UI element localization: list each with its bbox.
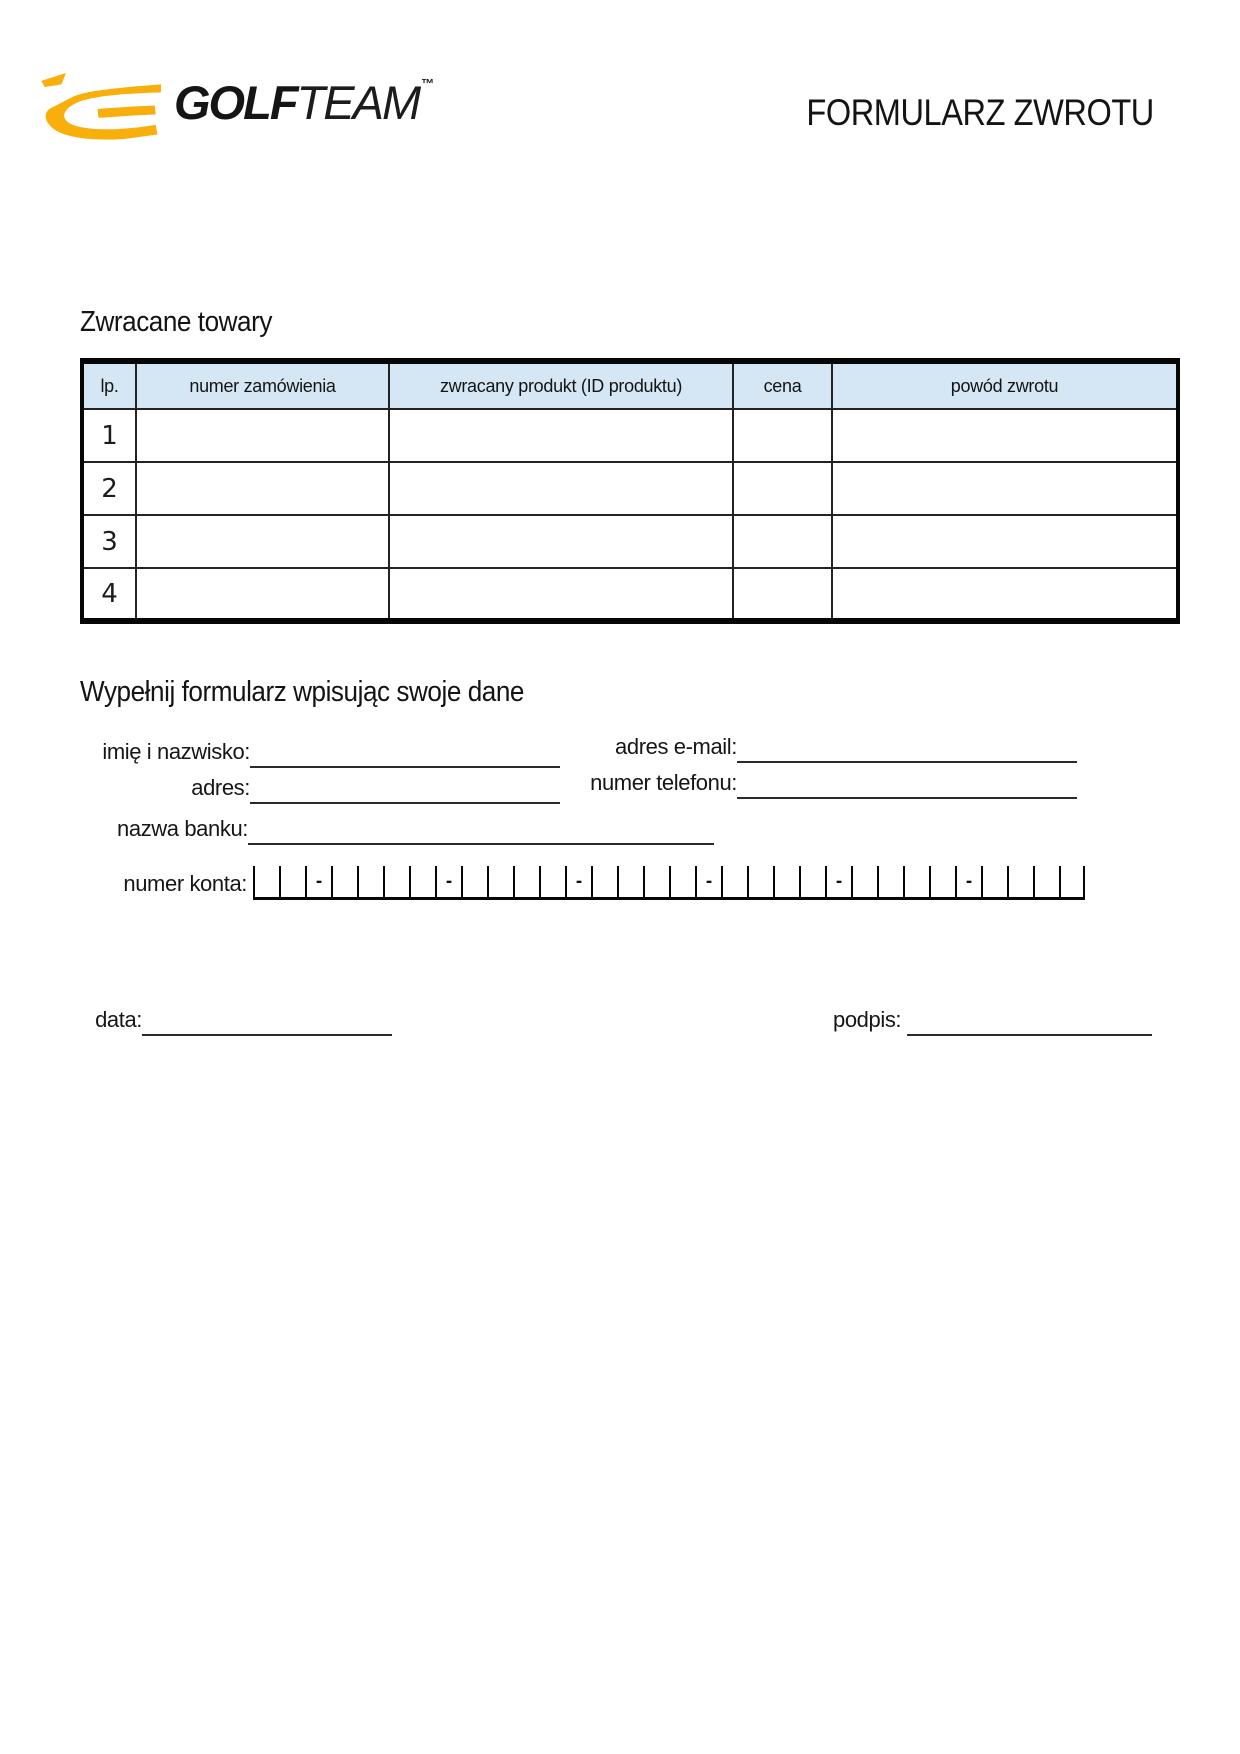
signature-input-line[interactable] <box>907 1004 1152 1036</box>
account-digit-cell[interactable] <box>461 866 487 897</box>
account-digit-cell[interactable] <box>1059 866 1085 897</box>
address-label: adres: <box>191 775 250 800</box>
fill-form-heading: Wypełnij formularz wpisując swoje dane <box>80 676 524 708</box>
account-group-separator: - <box>565 866 591 897</box>
account-group-separator: - <box>435 866 461 897</box>
name-label: imię i nazwisko: <box>102 739 250 764</box>
table-row <box>82 568 1178 621</box>
account-digit-cell[interactable] <box>773 866 799 897</box>
signature-label: podpis: <box>833 1007 902 1032</box>
trademark-symbol: ™ <box>421 75 435 91</box>
account-group-separator: - <box>825 866 851 897</box>
account-digit-cell[interactable] <box>591 866 617 897</box>
account-digit-cell[interactable] <box>409 866 435 897</box>
date-label: data: <box>95 1007 142 1032</box>
account-digit-cell[interactable] <box>851 866 877 897</box>
table-row <box>82 409 1178 462</box>
col-header-return-reason: powód zwrotu <box>832 361 1178 409</box>
returned-goods-heading: Zwracane towary <box>80 306 272 338</box>
account-group-separator: - <box>955 866 981 897</box>
brand-team: TEAM <box>296 75 420 129</box>
logo <box>36 56 434 148</box>
cell-return-reason[interactable] <box>832 409 1178 462</box>
account-digit-cell[interactable] <box>1033 866 1059 897</box>
email-input-line[interactable] <box>737 731 1077 763</box>
cell-order-number[interactable] <box>136 515 389 568</box>
row-number: 3 <box>82 515 136 568</box>
phone-input-line[interactable] <box>737 767 1077 799</box>
page-title: FORMULARZ ZWROTU <box>806 92 1154 133</box>
account-digit-cell[interactable] <box>981 866 1007 897</box>
bank-name-label: nazwa banku: <box>117 816 248 841</box>
cell-price[interactable] <box>733 515 832 568</box>
cell-return-reason[interactable] <box>832 515 1178 568</box>
name-field-row <box>80 736 560 768</box>
row-number: 4 <box>82 568 136 621</box>
account-group-separator: - <box>695 866 721 897</box>
account-digit-cell[interactable] <box>929 866 955 897</box>
account-field-row <box>80 866 1085 900</box>
returned-goods-table <box>80 358 1180 624</box>
brand-wordmark <box>174 75 434 130</box>
table-row <box>82 515 1178 568</box>
account-digit-cell[interactable] <box>331 866 357 897</box>
account-group-separator: - <box>305 866 331 897</box>
col-header-order-number: numer zamówienia <box>136 361 389 409</box>
bank-name-input-line[interactable] <box>248 813 714 845</box>
account-digit-cell[interactable] <box>747 866 773 897</box>
cell-returned-product[interactable] <box>389 568 733 621</box>
account-digit-cell[interactable] <box>513 866 539 897</box>
cell-return-reason[interactable] <box>832 568 1178 621</box>
account-number-label: numer konta: <box>123 871 247 896</box>
date-field-row <box>80 1004 392 1036</box>
cell-returned-product[interactable] <box>389 515 733 568</box>
row-number: 1 <box>82 409 136 462</box>
cell-return-reason[interactable] <box>832 462 1178 515</box>
col-header-price: cena <box>733 361 832 409</box>
email-label: adres e-mail: <box>615 734 737 759</box>
golf-club-head-icon <box>36 56 168 148</box>
account-digit-cell[interactable] <box>539 866 565 897</box>
col-header-lp: lp. <box>82 361 136 409</box>
cell-order-number[interactable] <box>136 568 389 621</box>
account-digit-cell[interactable] <box>253 866 279 897</box>
row-number: 2 <box>82 462 136 515</box>
account-digit-cell[interactable] <box>383 866 409 897</box>
address-field-row <box>80 772 560 804</box>
address-input-line[interactable] <box>250 772 560 804</box>
bank-field-row <box>80 813 714 845</box>
account-digit-cell[interactable] <box>1007 866 1033 897</box>
cell-order-number[interactable] <box>136 462 389 515</box>
cell-price[interactable] <box>733 568 832 621</box>
account-digit-cell[interactable] <box>279 866 305 897</box>
cell-returned-product[interactable] <box>389 409 733 462</box>
cell-price[interactable] <box>733 462 832 515</box>
account-number-comb[interactable] <box>253 866 1085 900</box>
account-digit-cell[interactable] <box>799 866 825 897</box>
signature-field-row <box>833 1004 1152 1036</box>
email-field-row <box>545 731 1077 763</box>
brand-golf: GOLF <box>174 75 297 129</box>
account-digit-cell[interactable] <box>487 866 513 897</box>
col-header-returned-product: zwracany produkt (ID produktu) <box>389 361 733 409</box>
account-digit-cell[interactable] <box>643 866 669 897</box>
account-digit-cell[interactable] <box>877 866 903 897</box>
name-input-line[interactable] <box>250 736 560 768</box>
phone-label: numer telefonu: <box>590 770 737 795</box>
account-digit-cell[interactable] <box>669 866 695 897</box>
account-digit-cell[interactable] <box>721 866 747 897</box>
table-header-row <box>82 361 1178 409</box>
cell-order-number[interactable] <box>136 409 389 462</box>
cell-price[interactable] <box>733 409 832 462</box>
account-digit-cell[interactable] <box>357 866 383 897</box>
cell-returned-product[interactable] <box>389 462 733 515</box>
account-digit-cell[interactable] <box>903 866 929 897</box>
table-row <box>82 462 1178 515</box>
phone-field-row <box>545 767 1077 799</box>
account-digit-cell[interactable] <box>617 866 643 897</box>
date-input-line[interactable] <box>142 1004 392 1036</box>
